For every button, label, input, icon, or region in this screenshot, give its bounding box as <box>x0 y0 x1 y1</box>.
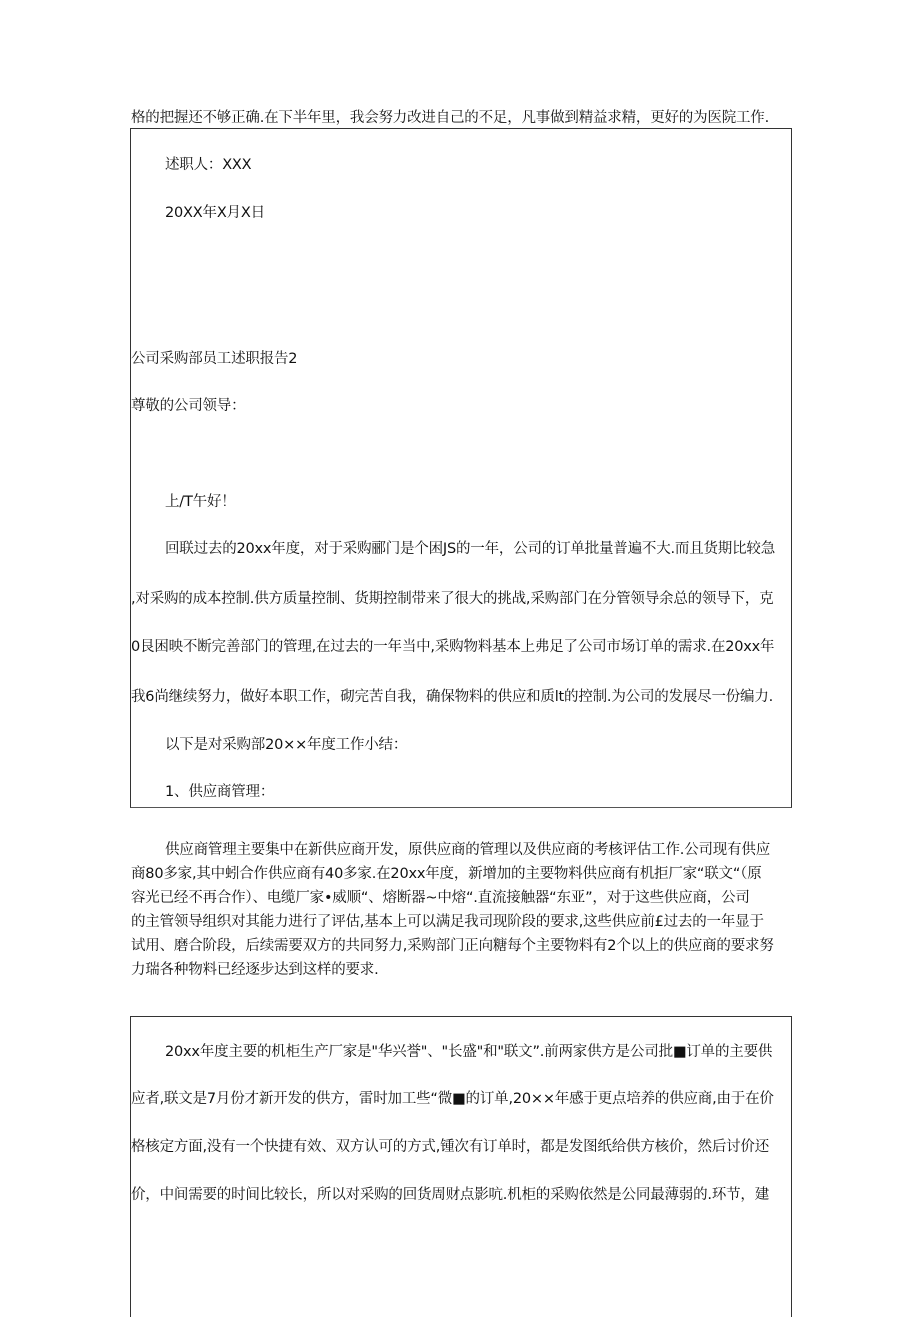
paragraph-line: 我6尚继续努力，做好本职工作，砌完苦自我，确保物料的供应和质lt的控制.为公司的发展尽一份编力. <box>131 689 774 705</box>
greeting: 上/T午好！ <box>165 494 236 510</box>
salutation: 尊敬的公司领导： <box>131 398 246 414</box>
paragraph-line: 试用、磨合阶段，后续需要双方的共同努力,采购部门正向糖每个主要物料有2个以上的供应商的要求努 <box>131 938 774 954</box>
paragraph-line: 价，中间需要的时间比较长，所以对采购的回货周财点影吭.机柜的采购依然是公同最薄弱的.环节，建 <box>131 1187 770 1203</box>
paragraph-line: 20xx年度主要的机柜生产厂家是"华兴誉"、"长盛"和"联文”.前两家供方是公司批■订单的主要供 <box>165 1044 773 1060</box>
report-title: 公司采购部员工述职报告2 <box>131 351 298 367</box>
paragraph-line: 回联过去的20xx年度，对于采购郦门是个困JS的一年，公司的订单批量普遍不大.而且货期比较急 <box>165 541 775 557</box>
text-line-top: 格的把握还不够正确.在下半年里，我会努力改进自己的不足，凡事做到精益求精，更好的为医院工作. <box>131 110 770 126</box>
paragraph-line: 应者,联文是7月份才新开发的供方，雷时加工些“微■的订单,20××年感于更点培养的供应商,由于在价 <box>131 1091 774 1107</box>
paragraph-line: 力瑞各种物料已经逐步达到这样的要求. <box>131 962 379 978</box>
paragraph-line: 0艮困映不断完善部门的管理,在过去的一年当中,采购物料基本上弗足了公司市场订单的需求.在20xx年 <box>131 639 775 655</box>
signature-reporter: 述职人：XXX <box>165 157 252 173</box>
paragraph-line: 容光已经不再合作）、电缆厂家•威顺“、熔断器~中熔“.直流接触器“东亚”，对于这些供应商，公司 <box>131 890 750 906</box>
signature-date: 20XX年X月X日 <box>165 205 265 221</box>
paragraph-line: ,对采购的成本控制.供方质量控制、货期控制带来了很大的挑战,采购部门在分管领导余总的领导下，克 <box>131 591 774 607</box>
paragraph-line: 供应商管理主要集中在新供应商开发，原供应商的管理以及供应商的考核评估工作.公司现有供应 <box>165 842 771 858</box>
paragraph-line: 商80多家,其中蚓合作供应商有40多家.在20xx年度，新增加的主要物料供应商有机拒厂家“联文“（原 <box>131 866 762 882</box>
paragraph-line: 的主管领导组织对其能力进行了评估,基本上可以满足我司现阶段的要求,这些供应前£过去的一年显于 <box>131 914 764 930</box>
section-heading: 1、供应商管理： <box>165 784 275 800</box>
summary-intro: 以下是对采购部20××年度工作小结： <box>165 737 408 753</box>
paragraph-line: 格核定方面,没有一个快捷有效、双方认可的方式,锺次有订单时，都是发图纸给供方核价，然后讨价还 <box>131 1139 770 1155</box>
